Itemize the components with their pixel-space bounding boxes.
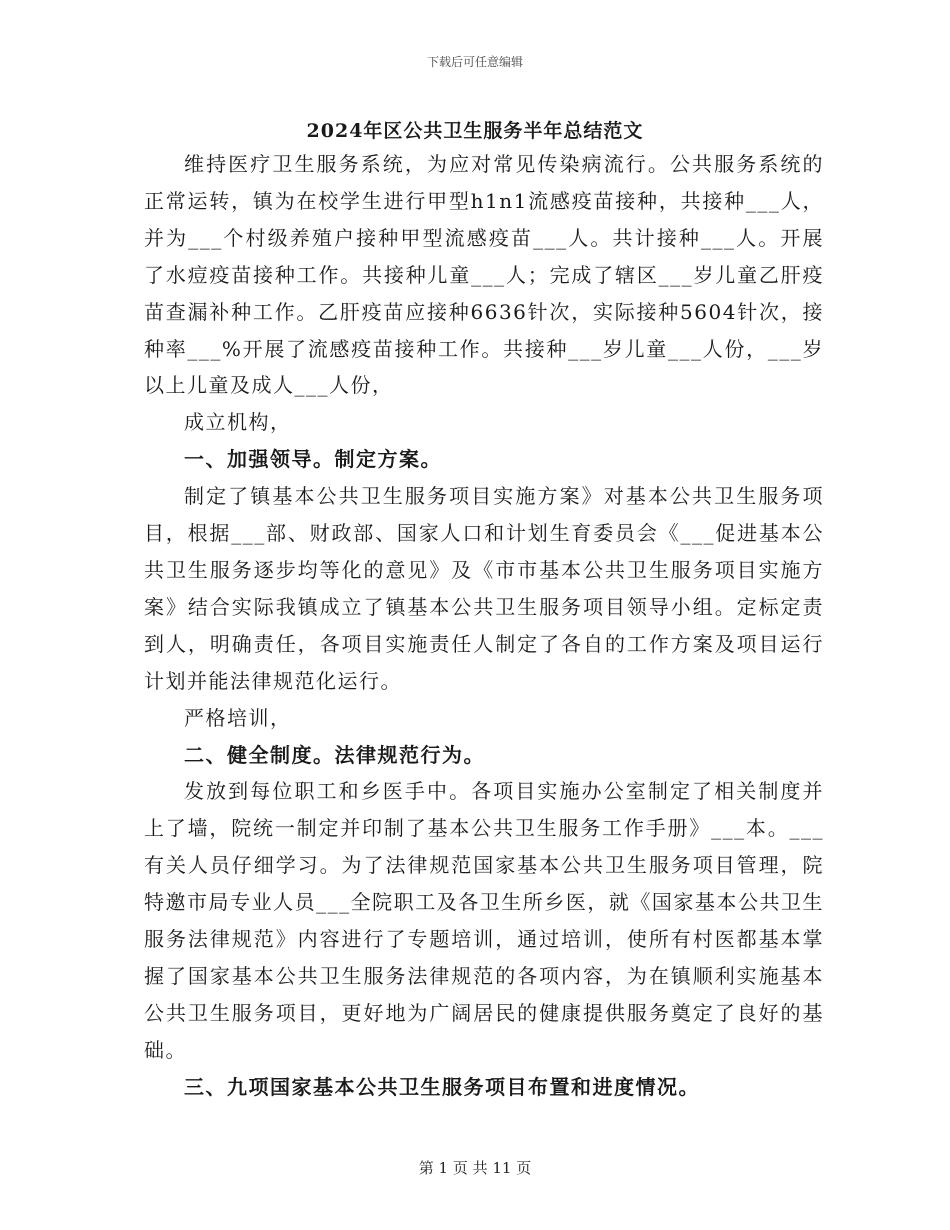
section-heading-regulations: 二、健全制度。法律规范行为。: [184, 742, 485, 767]
paragraph-establish-organization: 成立机构，: [184, 410, 292, 435]
paragraph-training-manual: 发放到每位职工和乡医手中。各项目实施办公室制定了相关制度并上了墙，院统一制定并印制了基本公共卫生服务工作手册》___本。___有关人员仔细学习。为了法律规范国家基本公共卫生服务项目管理，院特邀市局专业人员___全院职工及各卫生所乡医，就《国家基本公共卫生服务法律规范》内容进行了专题培训，通过培训，使所有村医都基本掌握了国家基本公共卫生服务法律规范的各项内容，为在镇顺利实施基本公共卫生服务项目，更好地为广阔居民的健康提供服务奠定了良好的基础。: [144, 779, 824, 1062]
page-header-note: 下载后可任意编辑: [426, 55, 523, 69]
paragraph-strict-training: 严格培训，: [184, 705, 292, 730]
section-heading-nine-projects: 三、九项国家基本公共卫生服务项目布置和进度情况。: [184, 1074, 700, 1099]
page-number-footer: 第 1 页 共 11 页: [418, 1159, 532, 1177]
paragraph-vaccination-summary: 维持医疗卫生服务系统，为应对常见传染病流行。公共服务系统的正常运转，镇为在校学生进行甲型h1n1流感疫苗接种，共接种___人，并为___个村级养殖户接种甲型流感疫苗___人。共计接种___人。开展了水痘疫苗接种工作。共接种儿童___人；完成了辖区___岁儿童乙肝疫苗查漏补种工作。乙肝疫苗应接种6636针次，实际接种5604针次，接种率___%开展了流感疫苗接种工作。共接种___岁儿童___人份，___岁以上儿童及成人___人份，: [144, 152, 824, 398]
document-body: [144, 146, 824, 1106]
document-title: 2024年区公共卫生服务半年总结范文: [306, 120, 644, 142]
section-heading-leadership: 一、加强领导。制定方案。: [184, 447, 442, 472]
paragraph-implementation-plan: 制定了镇基本公共卫生服务项目实施方案》对基本公共卫生服务项目，根据___部、财政部、国家人口和计划生育委员会《___促进基本公共卫生服务逐步均等化的意见》及《市市基本公共卫生服务项目实施方案》结合实际我镇成立了镇基本公共卫生服务项目领导小组。定标定责到人，明确责任，各项目实施责任人制定了各自的工作方案及项目运行计划并能法律规范化运行。: [144, 484, 824, 693]
